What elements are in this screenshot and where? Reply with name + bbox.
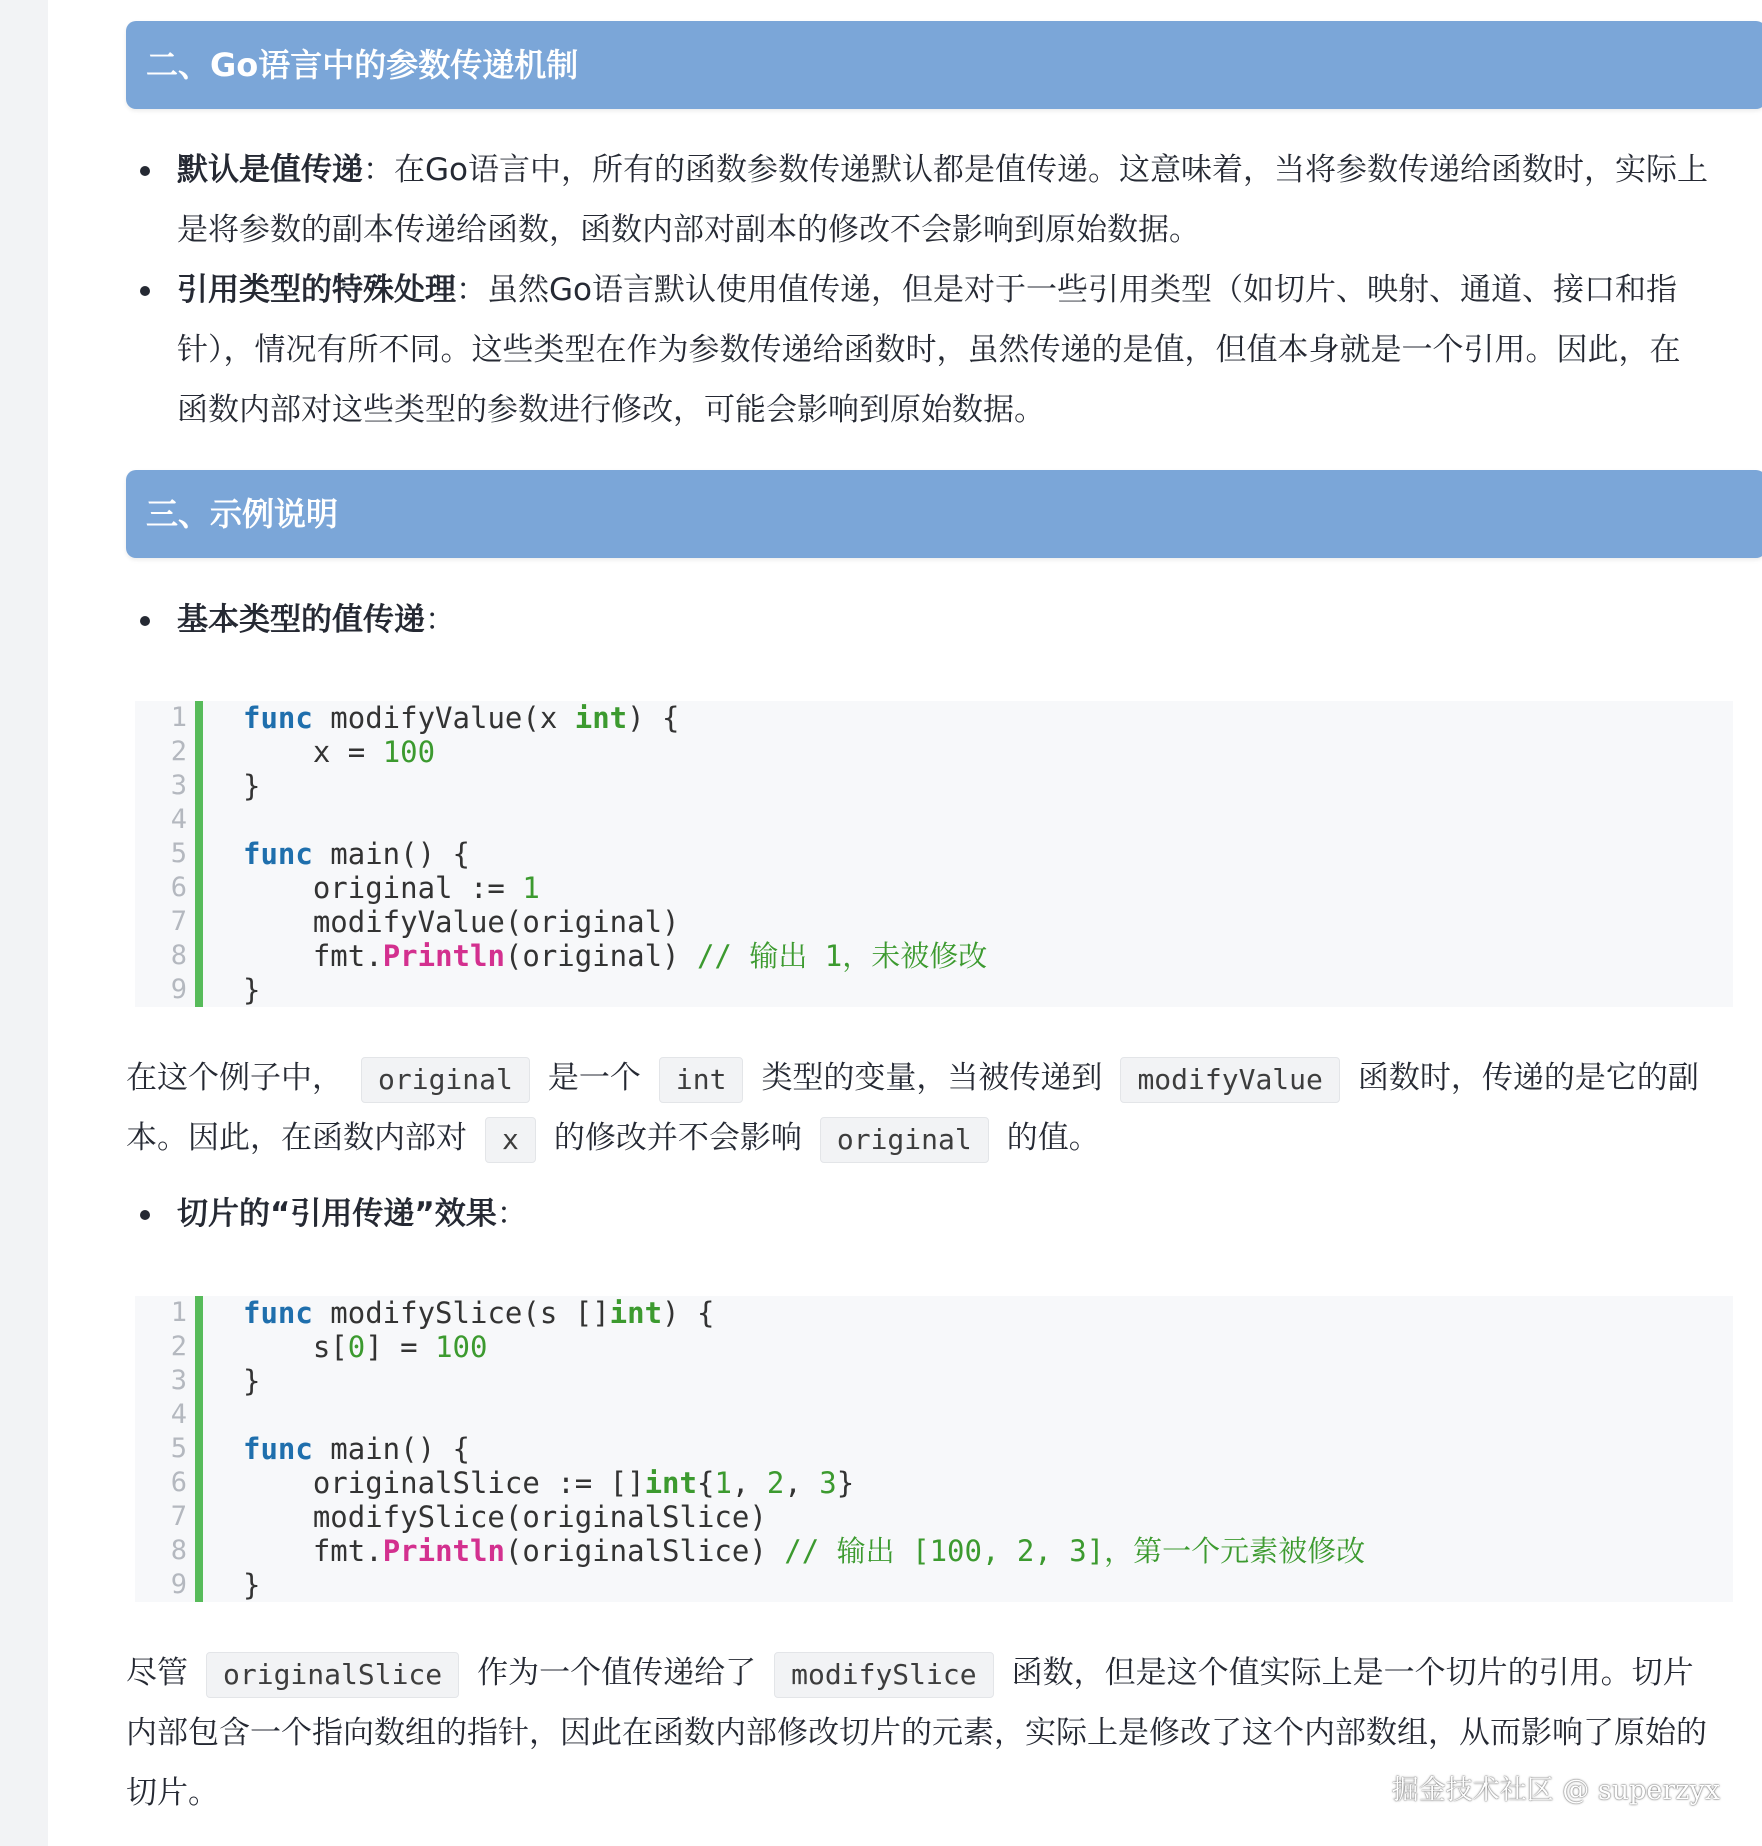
line-number-gutter [135,1296,195,1602]
paragraph: 尽管 originalSlice 作为一个值传递给了 modifySlice 函数，但是这个值实际上是一个切片的引用。切片 内部包含一个指向数组的指针，因此在函数内部修改切片的元素，实际上是修改了这个内部数组，从而影响了原始的 切片。 [126,1643,1762,1823]
line-number: 4 [170,1399,187,1430]
bullet-dot [140,286,150,296]
list-item [126,1184,1762,1244]
code-line: original := 1 [243,871,540,905]
code-line: func modifyValue(x int) { [243,701,680,735]
code-line: originalSlice := []int{1, 2, 3} [243,1466,855,1500]
bullet-text: 是将参数的副本传递给函数，函数内部对副本的修改不会影响到原始数据。 [177,212,1200,248]
code-line: fmt.Println(originalSlice) // 输出 [100, 2, 3]，第一个元素被修改 [243,1534,1366,1568]
bullet-dot [140,616,150,626]
code-line: } [243,769,261,803]
line-number: 5 [170,1433,187,1464]
line-number: 9 [170,974,187,1005]
bullet-text: 针），情况有所不同。这些类型在作为参数传递给函数时，虽然传递的是值，但值本身就是一个引用。因此，在 [177,332,1681,368]
bullet-dot [140,1210,150,1220]
code-line: func main() { [243,1432,470,1466]
line-number: 7 [170,906,187,937]
line-number: 1 [170,1297,187,1328]
code-accent-bar [195,701,203,1007]
watermark: 掘金技术社区 @ superzyx [1391,1775,1720,1806]
inline-code: original [361,1057,530,1103]
inline-code: modifySlice [774,1652,993,1698]
paragraph: 在这个例子中， original 是一个 int 类型的变量，当被传递到 modifyValue 函数时，传递的是它的副 本。因此，在函数内部对 x 的修改并不会影响 original 的值。 [126,1048,1762,1168]
bullet-text: 虽然Go语言默认使用值传递，但是对于一些引用类型（如切片、映射、通道、接口和指 [487,272,1677,308]
inline-code: x [485,1117,536,1163]
code-comment: // 输出 [100, 2, 3]，第一个元素被修改 [784,1534,1366,1568]
line-number: 3 [170,770,187,801]
line-number: 2 [170,1331,187,1362]
inline-code: modifyValue [1120,1057,1339,1103]
bullet-term: 引用类型的特殊处理 [177,272,456,308]
code-line: modifyValue(original) [243,905,680,939]
example-title: 切片的“引用传递”效果 [177,1196,497,1232]
bullet-sep: ： [425,602,456,638]
list-item [126,260,1762,440]
line-number: 1 [170,702,187,733]
section-heading-2-text: 二、Go语言中的参数传递机制 [146,46,579,84]
code-accent-bar [195,1296,203,1602]
list-item [126,140,1762,260]
code-block[interactable] [135,701,1733,1007]
inline-code: originalSlice [206,1652,459,1698]
code-line: func modifySlice(s []int) { [243,1296,715,1330]
inline-code: int [659,1057,744,1103]
line-number: 5 [170,838,187,869]
code-line: s[0] = 100 [243,1330,488,1364]
section-heading-2 [126,21,1762,109]
section-heading-3-text: 三、示例说明 [146,495,339,533]
code-comment: // 输出 1，未被修改 [696,939,988,973]
line-number: 2 [170,736,187,767]
line-number: 4 [170,804,187,835]
section-heading-3 [126,470,1762,558]
bullet-sep: ： [456,272,487,308]
line-number: 6 [170,872,187,903]
line-number: 9 [170,1569,187,1600]
article-page [48,0,1762,1846]
bullet-sep: ： [363,152,394,188]
bullet-text: 在Go语言中，所有的函数参数传递默认都是值传递。这意味着，当将参数传递给函数时，实际上 [394,152,1708,188]
line-number: 7 [170,1501,187,1532]
bullet-dot [140,166,150,176]
bullet-term: 默认是值传递 [177,152,363,188]
line-number-gutter [135,701,195,1007]
code-line: fmt.Println(original) // 输出 1，未被修改 [243,939,988,973]
bullet-sep: ： [496,1196,528,1232]
code-line: func main() { [243,837,470,871]
list-item [126,590,1762,650]
example-title: 基本类型的值传递 [177,602,425,638]
code-line: x = 100 [243,735,436,769]
line-number: 8 [170,940,187,971]
code-line: modifySlice(originalSlice) [243,1500,767,1534]
code-line: } [243,1568,261,1602]
code-line: } [243,973,261,1007]
line-number: 3 [170,1365,187,1396]
bullet-text: 函数内部对这些类型的参数进行修改，可能会影响到原始数据。 [177,392,1045,428]
inline-code: original [820,1117,989,1163]
line-number: 6 [170,1467,187,1498]
code-block[interactable] [135,1296,1733,1602]
line-number: 8 [170,1535,187,1566]
code-line: } [243,1364,261,1398]
